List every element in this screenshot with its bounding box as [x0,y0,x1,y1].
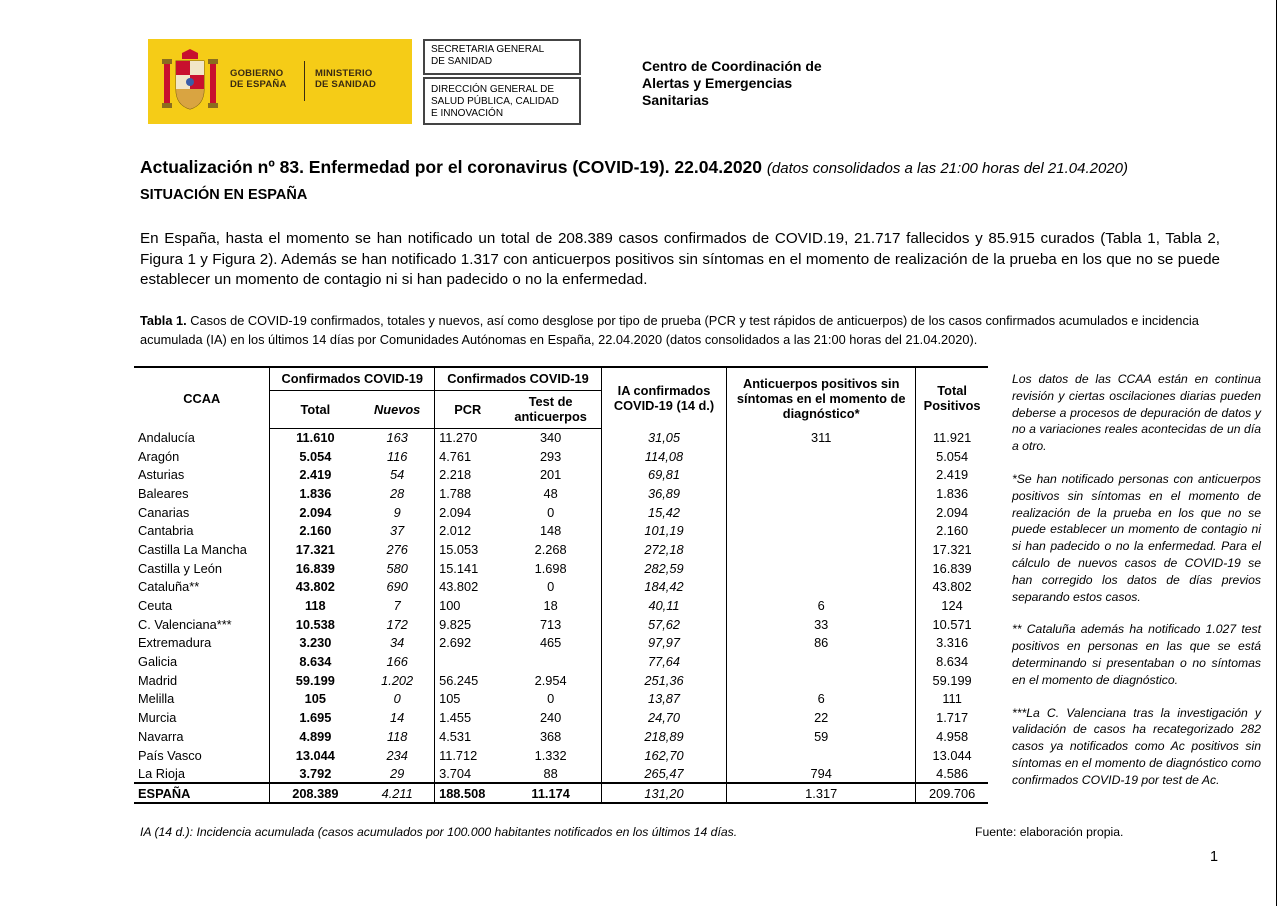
cell-total: 1.836 [270,484,360,503]
table-row [134,727,988,746]
cell-pcr [435,652,501,671]
cell-tp: 1.717 [916,708,988,727]
title-subtitle: (datos consolidados a las 21:00 horas del 21.04.2020) [766,160,1128,177]
table-row [134,428,988,447]
cell-tp: 2.160 [916,521,988,540]
cell-test: 0 [547,504,555,520]
cell-ac: 59 [727,727,916,746]
cell-test: 88 [543,765,558,781]
cell-test: 368 [539,728,562,744]
footnote-ia: IA (14 d.): Incidencia acumulada (casos acumulados por 100.000 habitantes notificados en los últimos 14 días. [140,825,738,839]
cell-ccaa: Asturias [138,467,185,483]
cell-test: 11.174 [500,783,601,803]
table-row [134,746,988,765]
cell-nuevos: 166 [386,654,408,670]
cell-total: 11.610 [270,428,360,447]
cell-pcr: 1.788 [435,484,501,503]
cell-ia: 162,70 [601,746,726,765]
cell-test: 340 [539,430,562,446]
cell-total: 8.634 [270,652,360,671]
cell-test: 465 [539,635,562,651]
table-row [134,708,988,727]
cell-nuevos: 276 [386,541,408,557]
cell-ccaa: Madrid [138,672,178,688]
cell-pcr: 4.531 [435,727,501,746]
table-caption [140,311,1220,349]
cell-ac [727,521,916,540]
cell-total: 10.538 [270,615,360,634]
cell-ccaa: Extremadura [138,635,212,651]
cell-total: 13.044 [270,746,360,765]
cell-pcr: 15.141 [435,559,501,578]
secretaria-box: SECRETARIA GENERAL DE SANIDAD [423,39,581,75]
cell-tp: 11.921 [916,428,988,447]
cell-nuevos: 580 [386,560,408,576]
gobierno-logo-block [148,39,412,124]
cell-ccaa: Baleares [138,485,189,501]
cell-test: 2.268 [534,541,567,557]
note-revision: Los datos de las CCAA están en continua revisión y ciertas oscilaciones diarias pueden deberse a procesos de depuración de datos y no a variaciones reales acontecidas de un día a otro. [1012,372,1261,454]
header-ccaa: CCAA [134,367,270,428]
cell-ccaa: Castilla y León [138,560,222,576]
cell-total: 59.199 [270,671,360,690]
cell-pcr: 2.218 [435,465,501,484]
cell-ac [727,671,916,690]
table-row [134,615,988,634]
cell-tp: 10.571 [916,615,988,634]
cell-nuevos: 4.211 [360,783,434,803]
cell-ac: 6 [727,596,916,615]
cell-pcr: 2.692 [435,634,501,653]
cell-ccaa: Aragón [138,448,180,464]
side-notes [1012,371,1261,805]
cell-ia: 77,64 [601,652,726,671]
caption-text: Casos de COVID-19 confirmados, totales y nuevos, así como desglose por tipo de prueba (PCR y test rápidos de anticuerpos) de los casos confirmados acumulados e incidencia acumulada (IA) en los últimos 14 días por Comunidades Autónomas en España, 22.04.2020 (datos consolidados a las 21:00 horas del 21.04.2020). [140,313,1199,347]
cell-pcr: 1.455 [435,708,501,727]
cell-ccaa: ESPAÑA [134,783,270,803]
note-cataluna: ** Cataluña además ha notificado 1.027 test positivos en personas en las que se está determinando si presentaban o no síntomas en el momento de diagnóstico. [1012,622,1261,687]
cell-pcr: 4.761 [435,447,501,466]
header-confirmados-tipo: Confirmados COVID-19 [435,367,602,390]
cell-nuevos: 9 [393,504,401,520]
ccaes-title: Centro de Coordinación de Alertas y Emergencias Sanitarias [642,58,822,108]
cell-tp: 13.044 [916,746,988,765]
coat-of-arms-icon [160,49,220,114]
cell-total: 3.230 [270,634,360,653]
intro-paragraph: En España, hasta el momento se han notificado un total de 208.389 casos confirmados de COVID.19, 21.717 fallecidos y 85.915 curados (Tabla 1, Tabla 2, Figura 1 y Figura 2). Además se han notificado 1.317 con anticuerpos positivos sin síntomas en el momento de realización de la prueba en los que no se puede establecer un momento de contagio ni si han padecido o no la enfermedad. [140,230,1220,288]
header-total: Total [270,390,360,428]
cell-tp: 4.958 [916,727,988,746]
cell-total: 208.389 [270,783,360,803]
cell-pcr: 43.802 [435,578,501,597]
direccion-box: DIRECCIÓN GENERAL DE SALUD PÚBLICA, CALIDAD E INNOVACIÓN [423,77,581,125]
cell-ia: 251,36 [601,671,726,690]
cell-ac [727,484,916,503]
cell-ccaa: País Vasco [138,747,202,763]
caption-label: Tabla 1. [140,313,187,328]
cell-ia: 40,11 [601,596,726,615]
cell-pcr: 3.704 [435,764,501,783]
cell-ccaa: Ceuta [138,598,173,614]
cell-ccaa: Cataluña** [138,579,200,595]
cell-ac [727,540,916,559]
cell-test: 201 [539,467,562,483]
cell-ac: 794 [727,764,916,783]
title-main: Actualización nº 83. Enfermedad por el coronavirus (COVID-19). 22.04.2020 [140,157,763,177]
cell-ia: 101,19 [601,521,726,540]
header-total-positivos: Total Positivos [916,367,988,428]
cell-ac: 22 [727,708,916,727]
cell-total: 2.094 [270,503,360,522]
cell-tp: 209.706 [916,783,988,803]
footnote-source: Fuente: elaboración propia. [975,825,1124,839]
cell-total: 118 [270,596,360,615]
cell-ia: 131,20 [601,783,726,803]
cell-tp: 4.586 [916,764,988,783]
cell-total: 5.054 [270,447,360,466]
cell-total: 2.419 [270,465,360,484]
cell-ccaa: Galicia [138,654,178,670]
cell-ac: 33 [727,615,916,634]
table-row [134,521,988,540]
cell-nuevos: 0 [393,691,401,707]
cell-test: 1.332 [534,747,567,763]
cell-ac [727,559,916,578]
cell-total: 16.839 [270,559,360,578]
header-test: Test de anticuerpos [500,390,601,428]
cell-pcr: 56.245 [435,671,501,690]
table-row [134,652,988,671]
page-number: 1 [1210,849,1219,865]
cell-ac: 6 [727,690,916,709]
cell-ia: 24,70 [601,708,726,727]
cell-nuevos: 118 [386,728,408,744]
cell-ccaa: Murcia [138,710,177,726]
cell-nuevos: 37 [390,523,405,539]
cell-ia: 218,89 [601,727,726,746]
cell-nuevos: 690 [386,579,408,595]
cell-test [500,652,601,671]
cell-nuevos: 54 [390,467,405,483]
cell-pcr: 2.094 [435,503,501,522]
cell-ia: 282,59 [601,559,726,578]
cell-pcr: 11.712 [435,746,501,765]
cell-nuevos: 14 [390,710,405,726]
cell-nuevos: 172 [386,616,408,632]
cell-tp: 16.839 [916,559,988,578]
cases-table [134,366,988,804]
cell-ia: 69,81 [601,465,726,484]
cell-pcr: 2.012 [435,521,501,540]
cell-test: 240 [539,710,562,726]
header-confirmados: Confirmados COVID-19 [270,367,435,390]
cell-ccaa: Melilla [138,691,175,707]
cell-ia: 57,62 [601,615,726,634]
ministerio-label: MINISTERIO DE SANIDAD [315,68,377,90]
note-anticuerpos: *Se han notificado personas con anticuerpos positivos sin síntomas en el momento de realización de la prueba en los que no se puede establecer un momento de contagio ni si han padecido o no la enfermedad. Para el cálculo de nuevos casos de COVID-19 se han corregido los datos de días previos separando estos casos. [1012,471,1261,604]
table-row [134,690,988,709]
table-row [134,596,988,615]
cell-test: 0 [547,579,555,595]
cell-ccaa: La Rioja [138,765,185,781]
table-row [134,578,988,597]
cell-nuevos: 163 [386,430,408,446]
table-row [134,540,988,559]
cell-ccaa: Cantabria [138,523,194,539]
cell-ccaa: C. Valenciana*** [138,616,232,632]
cell-total: 17.321 [270,540,360,559]
cell-ac: 1.317 [727,783,916,803]
cell-test: 48 [543,485,558,501]
table-body [134,428,988,803]
cell-nuevos: 116 [386,448,408,464]
cell-pcr: 11.270 [435,428,501,447]
cell-test: 1.698 [534,560,567,576]
table-row [134,559,988,578]
cell-ia: 272,18 [601,540,726,559]
cell-total: 2.160 [270,521,360,540]
table-row [134,447,988,466]
table-row [134,671,988,690]
page-edge [1276,0,1277,906]
cell-ia: 114,08 [601,447,726,466]
cell-total: 105 [270,690,360,709]
cell-total: 1.695 [270,708,360,727]
cell-ia: 15,42 [601,503,726,522]
cell-ac [727,578,916,597]
cell-ac [727,465,916,484]
cell-pcr: 188.508 [435,783,501,803]
cell-total: 3.792 [270,764,360,783]
cell-tp: 43.802 [916,578,988,597]
cell-tp: 2.094 [916,503,988,522]
cell-tp: 1.836 [916,484,988,503]
cell-test: 2.954 [534,672,567,688]
table-row [134,764,988,783]
cell-test: 713 [539,616,562,632]
cell-tp: 59.199 [916,671,988,690]
cell-ac: 86 [727,634,916,653]
header-anticuerpos: Anticuerpos positivos sin síntomas en el momento de diagnóstico* [727,367,916,428]
header-ia: IA confirmados COVID-19 (14 d.) [601,367,726,428]
cell-pcr: 9.825 [435,615,501,634]
cell-nuevos: 29 [390,765,405,781]
table-row [134,484,988,503]
cell-ia: 184,42 [601,578,726,597]
document-title [140,157,1128,178]
cell-ac [727,447,916,466]
cell-tp: 3.316 [916,634,988,653]
cell-ia: 31,05 [601,428,726,447]
cell-nuevos: 34 [390,635,405,651]
note-valenciana: ***La C. Valenciana tras la investigación y validación de casos ha recategorizado 282 casos ya notificados como Ac positivos sin síntomas en el momento de diagnóstico como confirmados COVID-19 por test de Ac. [1012,705,1261,787]
cell-ac [727,503,916,522]
table-row [134,634,988,653]
cell-ia: 265,47 [601,764,726,783]
cell-ia: 36,89 [601,484,726,503]
cell-ac [727,652,916,671]
cell-nuevos: 28 [390,485,405,501]
cell-ia: 97,97 [601,634,726,653]
cell-ac: 311 [727,428,916,447]
cell-tp: 17.321 [916,540,988,559]
table-total-row [134,783,988,803]
cell-ccaa: Navarra [138,728,184,744]
cell-total: 43.802 [270,578,360,597]
header-pcr: PCR [435,390,501,428]
cell-pcr: 100 [435,596,501,615]
cell-tp: 111 [916,690,988,709]
cell-nuevos: 7 [393,598,401,614]
cell-tp: 5.054 [916,447,988,466]
table-row [134,503,988,522]
gobierno-label: GOBIERNO DE ESPAÑA [230,68,287,90]
cell-test: 148 [539,523,562,539]
header-nuevos: Nuevos [360,390,434,428]
cell-ccaa: Castilla La Mancha [138,541,247,557]
cell-pcr: 15.053 [435,540,501,559]
cell-tp: 8.634 [916,652,988,671]
cell-tp: 124 [916,596,988,615]
cell-ia: 13,87 [601,690,726,709]
cell-nuevos: 234 [386,747,408,763]
cell-pcr: 105 [435,690,501,709]
cell-ccaa: Andalucía [138,429,195,445]
cell-ccaa: Canarias [138,504,190,520]
logo-divider [304,61,305,101]
cell-test: 293 [539,448,562,464]
cell-ac [727,746,916,765]
cell-tp: 2.419 [916,465,988,484]
cell-nuevos: 1.202 [381,672,414,688]
table-row [134,465,988,484]
section-title: SITUACIÓN EN ESPAÑA [140,187,308,203]
cell-test: 18 [543,598,558,614]
cell-total: 4.899 [270,727,360,746]
cell-test: 0 [547,691,555,707]
